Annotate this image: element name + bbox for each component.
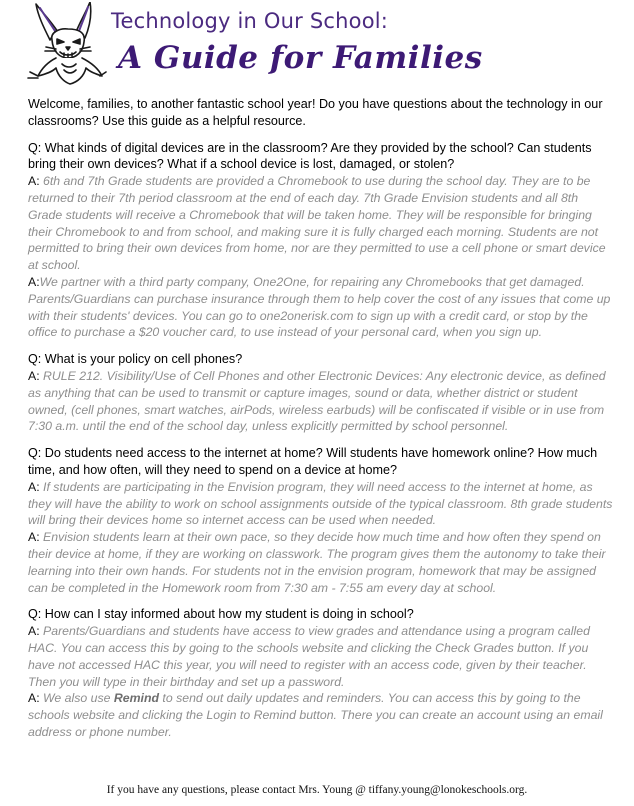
answer-label: A: xyxy=(28,691,40,706)
guide-content xyxy=(28,96,614,751)
rabbit-mascot-icon xyxy=(26,2,114,86)
answer xyxy=(28,623,614,690)
qa-devices xyxy=(28,140,614,342)
answer xyxy=(28,690,614,740)
answer-text: We partner with a third party company, One2One, for repairing any Chromebooks that get damaged. Parents/Guardians can purchase insurance through them to help cover the cost of any issues that come up with their students' devices. You can go to one2onerisk.com to sign up with a credit card, or stop by the office to purchase a $20 voucher card, to use instead of your personal card, when you sign up. xyxy=(28,274,611,340)
question: Q: Do students need access to the internet at home? Will students have homework online? How much time, and how often, will they need to spend on a device at home? xyxy=(28,446,598,477)
answer-text: Envision students learn at their own pace, so they decide how much time and how often they spend on their device at home, if they are working on classwork. The program gives them the autonomy to take their learning into their own hands. For students not in the envision program, homework that may be assigned can be completed in the Homework room from 7:30 am - 7:55 am every day at school. xyxy=(28,530,606,595)
question: Q: What kinds of digital devices are in the classroom? Are they provided by the school? Can students bring their own devices? What if a school device is lost, damaged, or stolen? xyxy=(28,140,592,172)
title-line-2: A Guide for Families xyxy=(118,40,483,76)
question: Q: How can I stay informed about how my student is doing in school? xyxy=(28,607,414,622)
answer-text: If students are participating in the Envision program, they will need access to the internet at home, as they will have the ability to work on school assignments outside of the typical classroom. 8th grade students will bring their devices home so internet access can be used when needed. xyxy=(28,479,613,528)
answer xyxy=(28,173,614,274)
footer-contact: If you have any questions, please contact Mrs. Young @ tiffany.young@lonokeschools.org. xyxy=(106,784,528,796)
answer xyxy=(28,368,614,435)
question: Q: What is your policy on cell phones? xyxy=(28,352,243,367)
title-line-1: Technology in Our School: xyxy=(111,9,389,33)
answer-text-post: to send out daily updates and reminders. You can access this by going to the schools website and clicking the Login to Remind button. There you can create an account using an email address or phone number. xyxy=(28,691,603,739)
answer xyxy=(28,274,614,341)
answer-label: A: xyxy=(28,530,40,545)
answer-text: Parents/Guardians and students have access to view grades and attendance using a program called HAC. You can access this by going to the schools website and clicking the Check Grades button. If you have not accessed HAC this year, you will need to register with an access code, given by their teacher. Then you will type in their birthday and set up a password. xyxy=(28,624,590,689)
answer-text: 6th and 7th Grade students are provided a Chromebook to use during the school day. They are to be returned to their 7th period classroom at the end of each day. 7th Grade Envision students and all 8th Grade students will receive a Chromebook that will be taken home. They will be responsible for bringing their Chromebook to and from school, and making sure it is fully charged each morning. Students are not permitted to bring their own devices from home, nor are they permitted to use a cell phone or smart device at school. xyxy=(28,174,606,273)
answer-text-pre: We also use xyxy=(43,691,114,706)
intro-paragraph: Welcome, families, to another fantastic school year! Do you have questions about the technology in our classrooms? Use this guide as a helpful resource. xyxy=(28,97,603,128)
answer-label: A: xyxy=(28,274,40,289)
qa-stay-informed xyxy=(28,606,614,740)
answer-label: A: xyxy=(28,479,40,494)
qa-internet xyxy=(28,445,614,596)
answer-label: A: xyxy=(28,368,40,383)
answer xyxy=(28,529,614,596)
answer-label: A: xyxy=(28,624,40,639)
remind-name: Remind xyxy=(113,691,159,706)
answer xyxy=(28,479,614,529)
answer-label: A: xyxy=(28,174,40,189)
answer-text: RULE 212. Visibility/Use of Cell Phones and other Electronic Devices: Any electronic device, as defined as anything that can be used to transmit or capture images, sound or data, whether district or student owned, (cell phones, smart watches, airPods, wireless earbuds) will be confiscated if visible or in use from 7:30 a.m. until the end of the school day, unless explicitly permitted by school personnel. xyxy=(28,368,606,434)
qa-cell-phones xyxy=(28,351,614,435)
header xyxy=(0,0,634,88)
